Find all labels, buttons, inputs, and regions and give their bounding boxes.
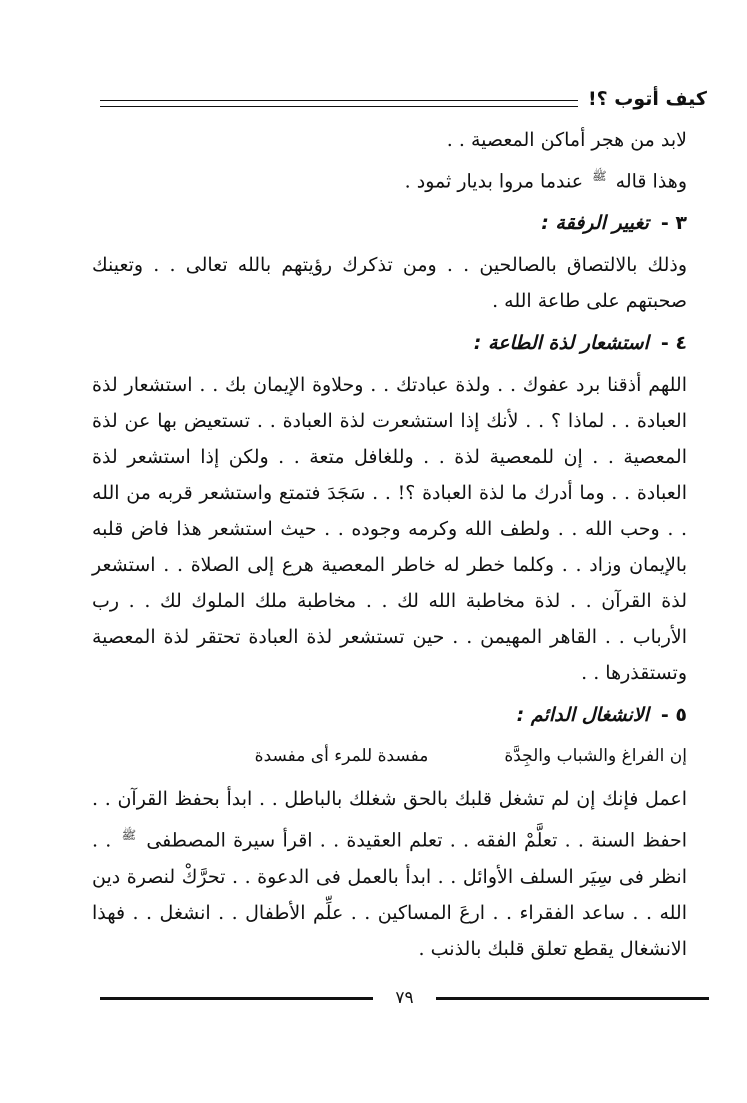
header-double-rule xyxy=(100,100,578,107)
section-title: تغيير الرفقة : xyxy=(541,212,649,235)
verse-second-hemistich: مفسدة للمرء أى مفسدة xyxy=(254,746,429,767)
paragraph-3: وذلك بالالتصاق بالصالحين . . ومن تذكرك رؤيتهم بالله تعالى . . وتعينك صحبتهم على طاعة الله . xyxy=(92,254,687,313)
section-title: استشعار لذة الطاعة : xyxy=(473,332,649,355)
running-title: كيف أتوب ؟! xyxy=(587,88,707,110)
text-line xyxy=(92,158,709,199)
section-title: الانشغال الدائم : xyxy=(516,704,649,727)
section-heading-3 xyxy=(92,203,709,243)
section-number: ٤ - xyxy=(660,332,687,355)
verse-first-hemistich: إن الفراغ والشباب والجِدَّة xyxy=(504,746,687,767)
page-number: ٧٩ xyxy=(395,988,414,1008)
section-heading-5 xyxy=(92,695,709,735)
section-number: ٣ - xyxy=(660,212,687,235)
footer-rule-right xyxy=(436,997,709,1000)
footer-rule-left xyxy=(100,997,373,1000)
paragraph-5 xyxy=(92,781,709,966)
page-header xyxy=(100,84,707,114)
section-heading-4 xyxy=(92,323,709,363)
line-2-before: وهذا قاله xyxy=(615,170,687,193)
paragraph-5-before: اعمل فإنك إن لم تشغل قلبك بالحق شغلك بالباطل . . ابدأ بحفظ القرآن . . احفظ السنة . . تعلَّمْ الفقه . . تعلم العقيدة . . اقرأ سيرة المصطفى xyxy=(92,788,688,852)
page-body xyxy=(92,122,709,967)
page-footer xyxy=(100,988,709,1008)
honorific-symbol: ﷺ xyxy=(121,828,137,843)
paragraph-5-after: . . انظر فى سِيَر السلف الأوائل . . ابدأ بالعمل فى الدعوة . . تحرَّكْ لنصرة دين الله . . ساعد الفقراء . . ارعَ المساكين . . علِّم الأطفال . . انشغل . . فهذا الانشغال يقطع تعلق قلبك بالذنب . xyxy=(92,829,687,960)
honorific-symbol: ﷺ xyxy=(592,169,607,183)
section-number: ٥ - xyxy=(660,704,687,727)
paragraph-4: اللهم أذقنا برد عفوك . . ولذة عبادتك . . وحلاوة الإيمان بك . . استشعار لذة العبادة . . لماذا ؟ . . لأنك إذا استشعرت لذة العبادة . . تستعيض بها عن لذة المعصية . . إن للمعصية لذة . . وللغافل متعة . . ولكن إذا استشعر لذة العبادة . . وما أدرك ما لذة العبادة ؟! . . سَجَدَ فتمتع واستشعر قربه من الله . . وحب الله . . ولطف الله وكرمه وجوده . . حيث استشعر هذا فاض قلبه بالإيمان وزاد . . وكلما خطر له خاطر المعصية هرع إلى الصلاة . . استشعر لذة القرآن . . لذة مخاطبة الله لك . . مخاطبة ملك الملوك لك . . رب الأرباب . . القاهر المهيمن . . حين تستشعر لذة العبادة تحتقر لذة المعصية وتستقذرها . . xyxy=(92,374,687,685)
text-line xyxy=(92,122,709,158)
poetry-verse xyxy=(92,739,709,773)
line-1: لابد من هجر أماكن المعصية . . xyxy=(446,129,687,151)
line-2-after: عندما مروا بديار ثمود . xyxy=(404,170,584,193)
